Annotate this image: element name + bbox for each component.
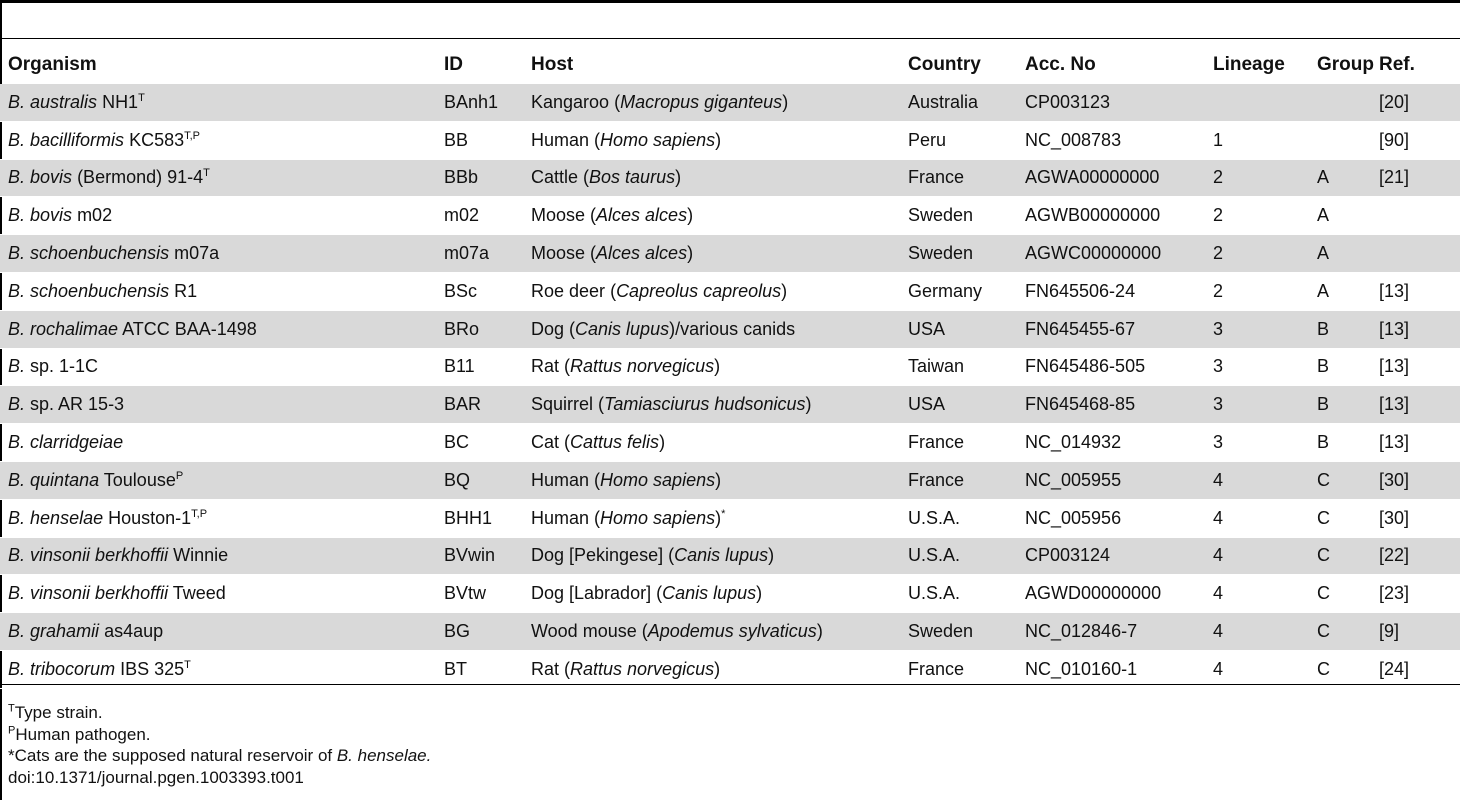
footnotes [8, 702, 431, 788]
table-row [0, 424, 1460, 462]
organism-species: schoenbuchensis [30, 280, 170, 301]
host-common-name: Moose [531, 243, 586, 264]
organism-strain: Houston-1 [103, 507, 192, 528]
organism-superscript: P [175, 469, 184, 482]
cell-acc-no: AGWC00000000 [1017, 235, 1205, 273]
cell-group [1309, 84, 1371, 121]
cell-acc-no: AGWB00000000 [1025, 205, 1161, 226]
cell-host: Human (Homo sapiens)* [531, 507, 726, 528]
cell-country: Germany [908, 280, 983, 301]
organism-strain: Toulouse [99, 469, 176, 490]
cell-group: B [1317, 432, 1330, 453]
cell-lineage: 2 [1205, 235, 1309, 273]
table-row [0, 461, 1460, 499]
cell-lineage: 3 [1205, 386, 1309, 424]
organism-strain: Winnie [168, 545, 229, 566]
col-header-acc-no: Acc. No [1025, 54, 1096, 75]
organism-superscript: T [138, 91, 145, 104]
cell-organism [0, 386, 436, 424]
cell-group: C [1309, 461, 1371, 499]
cell-country: Peru [908, 129, 947, 150]
host-common-name: Dog [Labrador] [531, 583, 652, 604]
cell-acc-no: CP003124 [1017, 537, 1205, 575]
cell-ref: [30] [1371, 461, 1460, 499]
cell-group: C [1309, 613, 1371, 651]
host-scientific-name: Macropus giganteus [620, 91, 783, 112]
table-row [0, 499, 1460, 537]
cell-ref: [23] [1379, 583, 1410, 604]
organism-superscript: T [184, 658, 191, 671]
cell-ref: [13] [1379, 280, 1410, 301]
cell-host: Cattle (Bos taurus) [523, 159, 900, 197]
host-common-name: Rat [531, 658, 560, 679]
table-row [0, 348, 1460, 386]
cell-lineage: 3 [1205, 310, 1309, 348]
host-scientific-name: Cattus felis [570, 432, 660, 453]
header-row [0, 46, 1460, 84]
table-row [0, 121, 1460, 159]
organism-genus: B. [8, 243, 26, 264]
cell-host: Dog [Labrador] (Canis lupus) [531, 583, 763, 604]
cell-id: BT [444, 658, 468, 679]
col-header-host: Host [531, 54, 574, 75]
cell-country: France [908, 658, 965, 679]
cell-ref: [13] [1379, 432, 1410, 453]
cell-lineage: 4 [1213, 583, 1224, 604]
cell-id: BAR [436, 386, 523, 424]
organism-strain: NH1 [97, 91, 139, 112]
host-common-name: Human [531, 507, 590, 528]
cell-lineage: 3 [1213, 356, 1224, 377]
organism-species: bovis [30, 167, 73, 188]
cell-organism [0, 461, 436, 499]
host-scientific-name: Rattus norvegicus [570, 356, 715, 377]
organism-species: henselae [30, 507, 104, 528]
cell-country: France [908, 432, 965, 453]
host-common-name: Cattle [531, 167, 579, 188]
cell-id: B11 [444, 356, 475, 377]
cell-id: BVwin [436, 537, 523, 575]
cell-lineage: 2 [1213, 280, 1224, 301]
cell-acc-no: NC_014932 [1025, 432, 1122, 453]
organism-genus: B. [8, 205, 26, 226]
host-scientific-name: Canis lupus [575, 318, 670, 339]
cell-ref: [21] [1371, 159, 1460, 197]
cell-country: USA [900, 386, 1017, 424]
cell-lineage: 3 [1213, 432, 1224, 453]
host-common-name: Cat [531, 432, 560, 453]
cell-group: A [1309, 235, 1371, 273]
organism-genus: B. [8, 545, 26, 566]
cell-host: Human (Homo sapiens) [531, 129, 722, 150]
cell-host: Kangaroo (Macropus giganteus) [523, 84, 900, 121]
cell-acc-no: NC_012846-7 [1017, 613, 1205, 651]
host-scientific-name: Homo sapiens [600, 507, 716, 528]
cell-organism [0, 424, 436, 462]
table-row [0, 537, 1460, 575]
organism-species: vinsonii berkhoffii [30, 545, 169, 566]
organism-strain: (Bermond) 91-4 [72, 167, 204, 188]
cell-organism [0, 537, 436, 575]
strain-table [0, 46, 1460, 689]
cell-lineage: 1 [1213, 129, 1224, 150]
host-suffix: /various canids [675, 318, 796, 339]
cell-organism [0, 84, 436, 121]
table-row [0, 159, 1460, 197]
cell-id: BSc [444, 280, 478, 301]
organism-strain: m02 [72, 205, 113, 226]
cell-lineage [1205, 84, 1309, 121]
cell-group: B [1309, 386, 1371, 424]
organism-species: australis [30, 91, 98, 112]
col-header-organism: Organism [8, 54, 97, 75]
col-header-country: Country [908, 54, 981, 75]
col-header-ref: Ref. [1379, 54, 1415, 75]
organism-strain: IBS 325 [115, 658, 185, 679]
cell-ref: [13] [1371, 386, 1460, 424]
cell-acc-no: AGWA00000000 [1017, 159, 1205, 197]
host-common-name: Dog [531, 318, 565, 339]
organism-species: clarridgeiae [30, 432, 124, 453]
cell-host: Dog (Canis lupus)/various canids [523, 310, 900, 348]
organism-genus: B. [8, 167, 26, 188]
cell-acc-no: FN645455-67 [1017, 310, 1205, 348]
table-row [0, 650, 1460, 688]
cell-ref: [90] [1379, 129, 1410, 150]
cell-ref [1371, 197, 1460, 235]
cell-id: BG [436, 613, 523, 651]
cell-acc-no: NC_008783 [1025, 129, 1122, 150]
cell-country: France [900, 461, 1017, 499]
organism-species: rochalimae [30, 318, 119, 339]
organism-genus: B. [8, 658, 26, 679]
host-scientific-name: Alces alces [596, 243, 688, 264]
host-common-name: Human [531, 469, 590, 490]
organism-species: quintana [30, 469, 100, 490]
cell-organism [0, 121, 436, 159]
cell-organism [0, 650, 436, 688]
cell-host: Rat (Rattus norvegicus) [531, 356, 721, 377]
cell-host: Dog [Pekingese] (Canis lupus) [523, 537, 900, 575]
organism-genus: B. [8, 507, 26, 528]
cell-lineage: 4 [1205, 461, 1309, 499]
table-row [0, 613, 1460, 651]
cell-id: BHH1 [444, 507, 493, 528]
organism-strain: sp. AR 15-3 [25, 394, 125, 415]
cell-ref: [13] [1371, 310, 1460, 348]
cell-organism [0, 348, 436, 386]
organism-genus: B. [8, 91, 26, 112]
cell-id: BQ [436, 461, 523, 499]
cell-group [1309, 121, 1371, 159]
organism-genus: B. [8, 583, 26, 604]
col-header-lineage: Lineage [1213, 54, 1285, 75]
cell-id: BC [444, 432, 470, 453]
organism-genus: B. [8, 621, 26, 642]
cell-organism [0, 197, 436, 235]
cell-acc-no: FN645468-85 [1017, 386, 1205, 424]
cell-group: C [1317, 507, 1330, 528]
cell-ref: [24] [1379, 658, 1410, 679]
cell-acc-no: CP003123 [1017, 84, 1205, 121]
host-common-name: Rat [531, 356, 560, 377]
table-row [0, 84, 1460, 121]
host-common-name: Human [531, 129, 590, 150]
organism-genus: B. [8, 280, 26, 301]
host-common-name: Moose [531, 205, 586, 226]
organism-species: vinsonii berkhoffii [30, 583, 169, 604]
cell-id: BRo [436, 310, 523, 348]
cell-lineage: 4 [1213, 658, 1224, 679]
organism-strain: R1 [169, 280, 198, 301]
organism-strain: Tweed [168, 583, 226, 604]
organism-superscript: T,P [191, 507, 208, 520]
footnote-cats: *Cats are the supposed natural reservoir of B. henselae. [8, 746, 432, 765]
cell-ref: [20] [1371, 84, 1460, 121]
cell-organism [0, 272, 436, 310]
cell-group: A [1317, 205, 1330, 226]
organism-genus: B. [8, 432, 26, 453]
cell-organism [0, 235, 436, 273]
host-scientific-name: Canis lupus [674, 545, 769, 566]
cell-lineage: 4 [1205, 537, 1309, 575]
host-superscript: * [721, 507, 726, 520]
cell-host: Squirrel (Tamiasciurus hudsonicus) [523, 386, 900, 424]
col-header-group: Group [1317, 54, 1374, 75]
host-common-name: Squirrel [531, 394, 594, 415]
footnote-human-pathogen: $^P$Human pathogen. [8, 723, 151, 744]
organism-strain: ATCC BAA-1498 [118, 318, 257, 339]
cell-ref: [30] [1379, 507, 1410, 528]
organism-genus: B. [8, 469, 26, 490]
organism-superscript: T,P [184, 129, 201, 142]
host-common-name: Roe deer [531, 280, 606, 301]
cell-organism [0, 159, 436, 197]
table-row [0, 235, 1460, 273]
table-row [0, 272, 1460, 310]
table-top-rule [0, 0, 1460, 3]
cell-host: Roe deer (Capreolus capreolus) [531, 280, 788, 301]
cell-group: C [1317, 658, 1330, 679]
organism-superscript: T [203, 167, 210, 180]
cell-ref: [22] [1371, 537, 1460, 575]
cell-country: Taiwan [908, 356, 965, 377]
cell-lineage: 2 [1213, 205, 1224, 226]
organism-species: grahamii [30, 621, 100, 642]
host-common-name: Dog [Pekingese] [531, 545, 664, 566]
organism-genus: B. [8, 129, 26, 150]
host-scientific-name: Bos taurus [589, 167, 676, 188]
host-scientific-name: Capreolus capreolus [616, 280, 782, 301]
cell-host: Wood mouse (Apodemus sylvaticus) [523, 613, 900, 651]
cell-id: BB [444, 129, 469, 150]
cell-country: Sweden [908, 205, 974, 226]
cell-acc-no: FN645506-24 [1025, 280, 1136, 301]
cell-id: BBb [436, 159, 523, 197]
host-common-name: Wood mouse [531, 621, 637, 642]
cell-id: BVtw [444, 583, 487, 604]
organism-strain: KC583 [124, 129, 185, 150]
cell-group: B [1309, 310, 1371, 348]
cell-acc-no: AGWD00000000 [1025, 583, 1162, 604]
cell-country: Sweden [900, 613, 1017, 651]
cell-country: U.S.A. [908, 583, 961, 604]
organism-genus: B. [8, 356, 26, 377]
organism-species: bacilliformis [30, 129, 125, 150]
cell-id: m07a [436, 235, 523, 273]
organism-genus: B. [8, 394, 26, 415]
cell-host: Rat (Rattus norvegicus) [531, 658, 721, 679]
organism-species: tribocorum [30, 658, 116, 679]
cell-host: Cat (Cattus felis) [531, 432, 666, 453]
table-row [0, 310, 1460, 348]
host-scientific-name: Homo sapiens [600, 129, 716, 150]
cell-country: U.S.A. [900, 537, 1017, 575]
cell-host: Human (Homo sapiens) [523, 461, 900, 499]
table-row [0, 386, 1460, 424]
cell-country: Australia [900, 84, 1017, 121]
cell-organism [0, 499, 436, 537]
col-header-id: ID [444, 54, 463, 75]
cell-group: C [1309, 537, 1371, 575]
cell-country: Sweden [900, 235, 1017, 273]
organism-strain: as4aup [99, 621, 164, 642]
cell-organism [0, 310, 436, 348]
cell-lineage: 4 [1205, 613, 1309, 651]
table-row [0, 197, 1460, 235]
cell-id: BAnh1 [436, 84, 523, 121]
cell-acc-no: NC_005955 [1017, 461, 1205, 499]
host-scientific-name: Tamiasciurus hudsonicus [604, 394, 806, 415]
cell-country: U.S.A. [908, 507, 961, 528]
organism-strain: m07a [169, 243, 220, 264]
cell-country: USA [900, 310, 1017, 348]
cell-organism [0, 613, 436, 651]
cell-country: France [900, 159, 1017, 197]
organism-species: schoenbuchensis [30, 243, 170, 264]
cell-host: Moose (Alces alces) [523, 235, 900, 273]
cell-id: m02 [444, 205, 480, 226]
footnote-type-strain: $^T$Type strain. [8, 702, 103, 722]
cell-group: A [1317, 280, 1330, 301]
cell-ref: [9] [1371, 613, 1460, 651]
host-scientific-name: Apodemus sylvaticus [647, 621, 817, 642]
cell-acc-no: FN645486-505 [1025, 356, 1146, 377]
cell-group: C [1317, 583, 1330, 604]
cell-acc-no: NC_005956 [1025, 507, 1122, 528]
organism-genus: B. [8, 318, 26, 339]
table-row [0, 575, 1460, 613]
host-scientific-name: Canis lupus [662, 583, 757, 604]
host-scientific-name: Homo sapiens [600, 469, 716, 490]
cell-host: Moose (Alces alces) [531, 205, 694, 226]
organism-strain: sp. 1-1C [25, 356, 99, 377]
host-scientific-name: Rattus norvegicus [570, 658, 715, 679]
cell-acc-no: NC_010160-1 [1025, 658, 1138, 679]
cell-group: B [1317, 356, 1330, 377]
host-scientific-name: Alces alces [596, 205, 688, 226]
cell-lineage: 4 [1213, 507, 1224, 528]
table-body [0, 84, 1460, 688]
cell-organism [0, 575, 436, 613]
organism-species: bovis [30, 205, 73, 226]
table-bottom-rule [0, 684, 1460, 685]
cell-ref [1371, 235, 1460, 273]
host-common-name: Kangaroo [531, 91, 610, 112]
doi-link[interactable]: doi:10.1371/journal.pgen.1003393.t001 [8, 767, 304, 787]
cell-ref: [13] [1379, 356, 1410, 377]
cell-lineage: 2 [1205, 159, 1309, 197]
header-top-rule [0, 38, 1460, 39]
cell-group: A [1309, 159, 1371, 197]
